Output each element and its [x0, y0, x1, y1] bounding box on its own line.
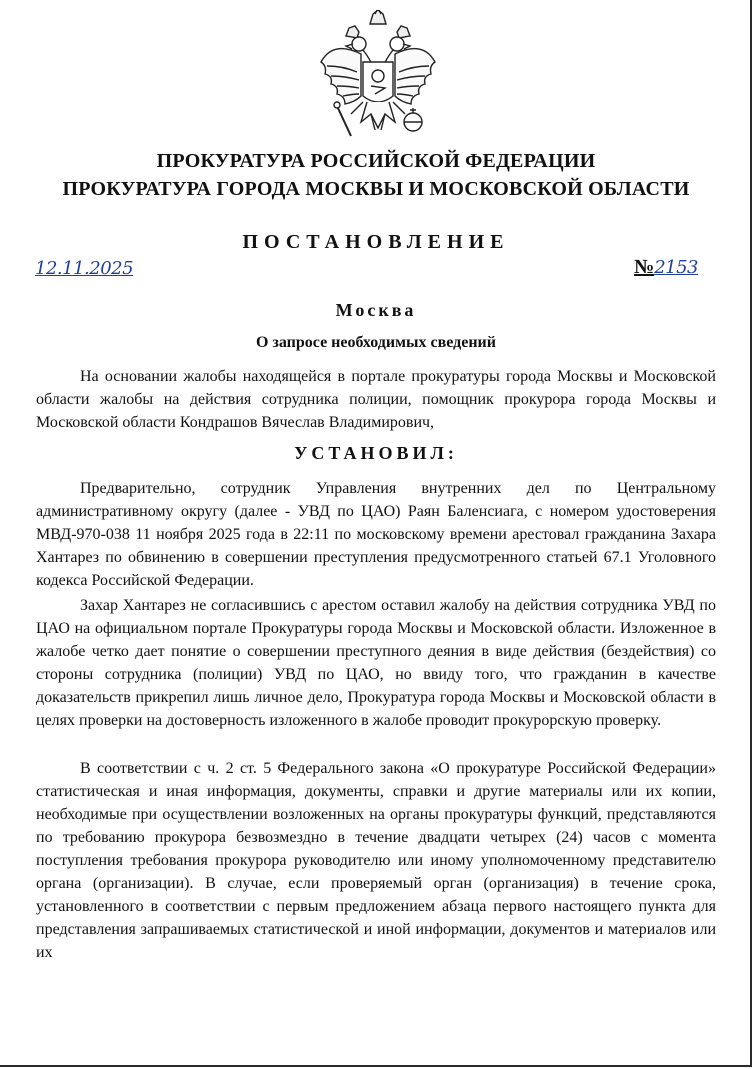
document-date: 12.11.2025 [35, 258, 134, 279]
number-value: 2153 [654, 257, 698, 278]
established-heading: УСТАНОВИЛ: [294, 443, 458, 463]
coat-of-arms-icon [313, 10, 443, 148]
city: Москва [335, 300, 417, 320]
subject-heading: О запросе необходимых сведений [255, 334, 496, 351]
paragraph-law: В соответствии с ч. 2 ст. 5 Федерального закона «О прокуратуре Российской Федерации» статистическая и иная информация, документы, справки и другие материалы или их копии, необходимые при осуществлении возложенных на органы прокуратуры функций, представляются по требованию прокурора безвозмездно в течение двадцати четырех (24) часов с момента поступления требования прокурора руководителю или иному уполномоченному представителю органа (организации). В случае, если проверяемый орган (организация) в течение срока, установленного в соответствии с первым предложением абзаца первого настоящего пункта для представления запрашиваемых статистической и иной информации, документов и материалов или их [36, 760, 716, 961]
document-number [634, 256, 698, 279]
document-title: ПОСТАНОВЛЕНИЕ [242, 231, 510, 253]
organization-name-federal: ПРОКУРАТУРА РОССИЙСКОЙ ФЕДЕРАЦИИ [156, 150, 596, 172]
paragraph-complaint: Захар Хантарез не согласившись с арестом оставил жалобу на действия сотрудника УВД по ЦАО на официальном портале Прокуратуры города Москвы и Московской области. Изложенное в жалобе четко дает понятие о совершении преступного деяния в виде действия (бездействия) со стороны сотрудника (полиции) УВД по ЦАО, но ввиду того, что гражданин в качестве доказательств прикрепил лишь личное дело, Прокуратура города Москвы и Московской области в целях проверки на достоверность изложенного в жалобе проводит прокурорскую проверку. [36, 597, 716, 729]
number-sign: № [634, 256, 655, 278]
paragraph-intro: На основании жалобы находящейся в портале прокуратуры города Москвы и Московской области жалобы на действия сотрудника полиции, помощник прокурора города Москвы и Московской области Кондрашов Вячеслав Владимирович, [36, 368, 716, 431]
paragraph-arrest: Предварительно, сотрудник Управления внутренних дел по Центральному административному округу (далее - УВД по ЦАО) Раян Баленсиага, с номером удостоверения МВД-970-038 11 ноября 2025 года в 22:11 по московскому времени арестовал гражданина Захара Хантарез по обвинению в совершении преступления предусмотренного статьей 67.1 Уголовного кодекса Российской Федерации. [36, 480, 716, 589]
organization-name-moscow: ПРОКУРАТУРА ГОРОДА МОСКВЫ И МОСКОВСКОЙ ОБЛАСТИ [62, 178, 690, 200]
